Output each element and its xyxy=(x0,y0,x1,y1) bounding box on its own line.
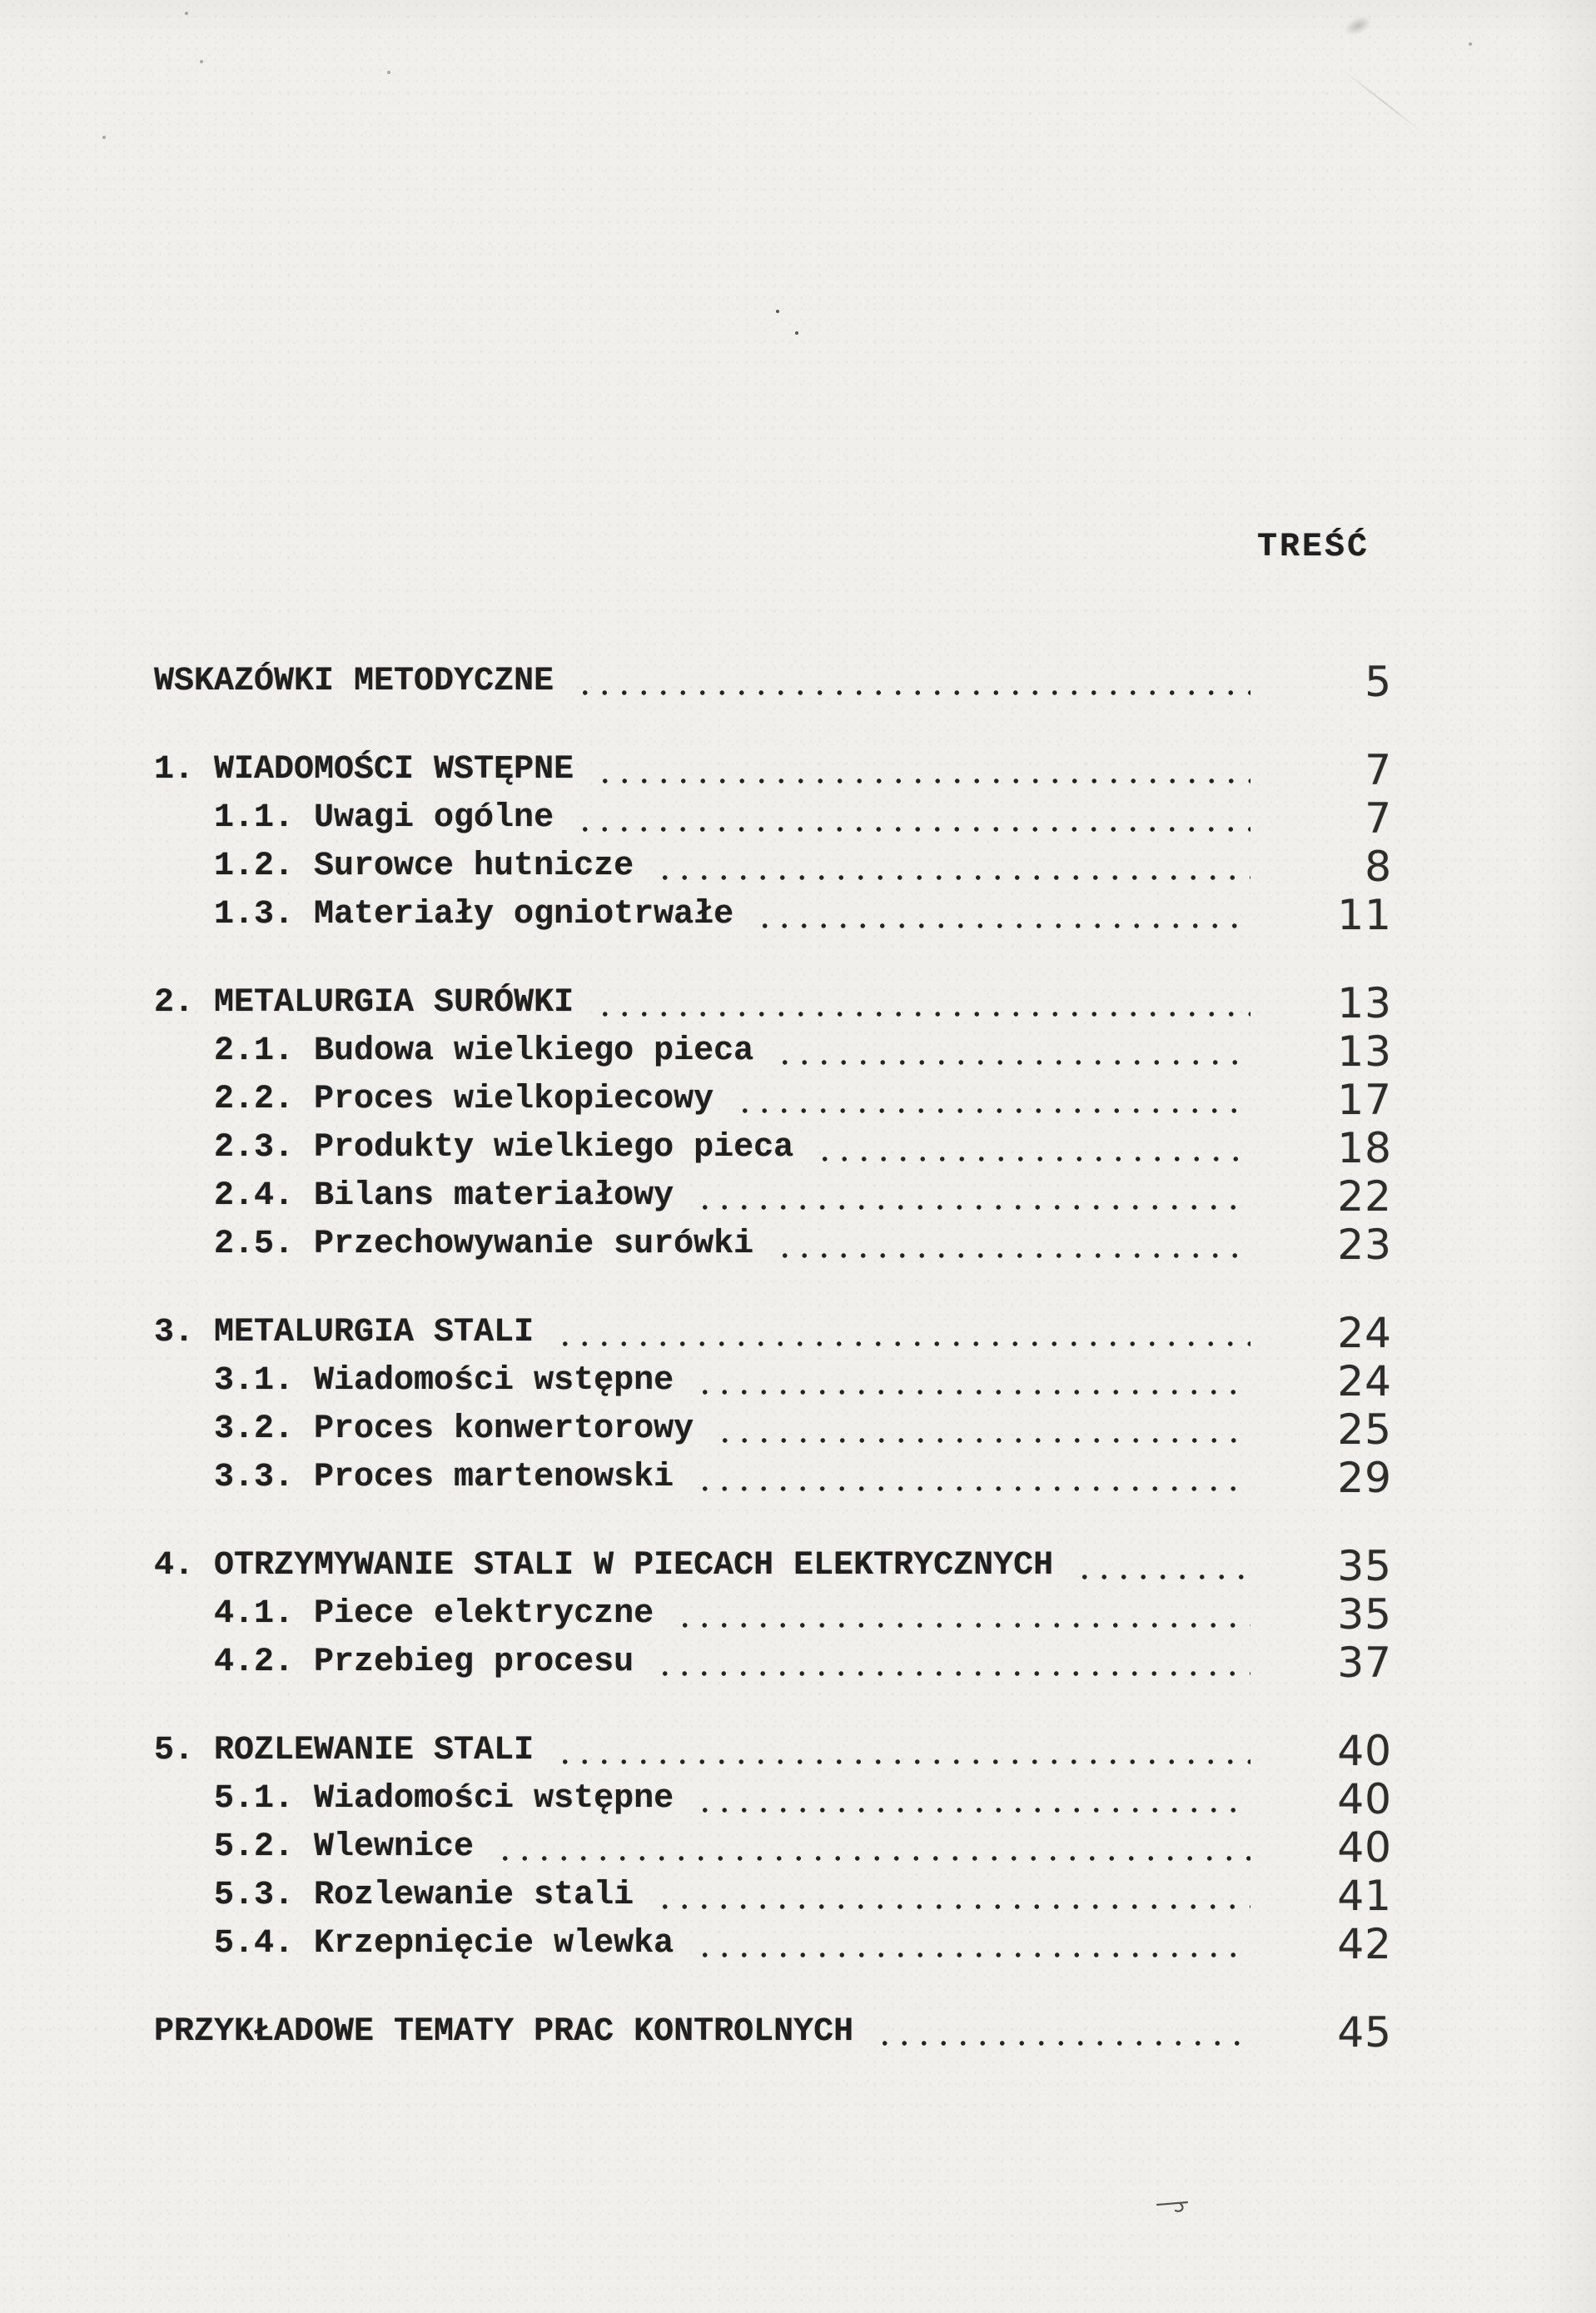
toc-entry-page: 45 xyxy=(1337,2008,1392,2057)
dot-leader xyxy=(695,1357,1250,1405)
dot-leader xyxy=(555,1727,1250,1775)
dot-leader xyxy=(675,1590,1250,1639)
scan-speck xyxy=(200,60,203,63)
toc-row xyxy=(0,1124,1596,1172)
toc-entry-label: 3.3. Proces martenowski xyxy=(214,1459,674,1496)
toc-row xyxy=(0,1221,1596,1269)
toc-row xyxy=(0,2008,1596,2057)
scan-speck xyxy=(1469,42,1472,46)
toc-list xyxy=(0,658,1596,2057)
toc-entry-page: 25 xyxy=(1337,1405,1392,1454)
toc-row xyxy=(0,1309,1596,1357)
scan-smudge xyxy=(1336,7,1380,43)
toc-entry-page: 35 xyxy=(1337,1590,1392,1639)
toc-row xyxy=(0,1872,1596,1920)
dot-leader xyxy=(735,1076,1250,1124)
dot-leader xyxy=(775,1221,1250,1269)
dot-leader xyxy=(695,1172,1250,1221)
toc-row xyxy=(0,1454,1596,1502)
toc-entry-label: 5.1. Wiadomości wstępne xyxy=(214,1780,674,1818)
toc-entry-page: 18 xyxy=(1337,1124,1392,1172)
toc-entry-label: 2.3. Produkty wielkiego pieca xyxy=(214,1129,794,1166)
dot-leader xyxy=(775,1027,1250,1076)
dot-leader xyxy=(755,891,1250,939)
scan-speck xyxy=(387,71,390,74)
toc-entry-label: 1.3. Materiały ogniotrwałe xyxy=(214,896,734,933)
toc-entry-label: 1.1. Uwagi ogólne xyxy=(214,799,554,837)
toc-entry-label: 4. OTRZYMYWANIE STALI W PIECACH ELEKTRYCZNYCH xyxy=(154,1547,1054,1584)
dot-leader xyxy=(715,1405,1250,1454)
toc-entry-page: 13 xyxy=(1337,1027,1392,1076)
dot-leader xyxy=(815,1124,1250,1172)
toc-section xyxy=(0,979,1596,1269)
toc-entry-label: 1. WIADOMOŚCI WSTĘPNE xyxy=(154,751,574,788)
toc-entry-label: 2. METALURGIA SURÓWKI xyxy=(154,984,574,1022)
toc-row xyxy=(0,658,1596,706)
toc-entry-label: 5.3. Rozlewanie stali xyxy=(214,1877,634,1914)
toc-entry-page: 5 xyxy=(1365,658,1392,706)
toc-entry-page: 13 xyxy=(1337,979,1392,1027)
dot-leader xyxy=(695,1920,1250,1968)
toc-row xyxy=(0,794,1596,843)
pencil-mark xyxy=(1156,2195,1197,2222)
toc-entry-page: 8 xyxy=(1365,843,1392,891)
scan-speck xyxy=(102,136,106,139)
dot-leader xyxy=(655,1639,1250,1687)
toc-row xyxy=(0,1027,1596,1076)
toc-entry-label: PRZYKŁADOWE TEMATY PRAC KONTROLNYCH xyxy=(154,2013,854,2051)
toc-entry-label: WSKAZÓWKI METODYCZNE xyxy=(154,663,554,700)
toc-row xyxy=(0,891,1596,939)
toc-section xyxy=(0,746,1596,939)
toc-entry-page: 24 xyxy=(1337,1309,1392,1357)
toc-entry-page: 29 xyxy=(1337,1454,1392,1502)
toc-entry-page: 17 xyxy=(1337,1076,1392,1124)
toc-row xyxy=(0,1590,1596,1639)
scan-speck xyxy=(185,12,188,15)
toc-row xyxy=(0,1823,1596,1872)
toc-section xyxy=(0,1309,1596,1502)
page-title: TREŚĆ xyxy=(1256,529,1370,566)
dot-leader xyxy=(1075,1542,1250,1590)
toc-section xyxy=(0,2008,1596,2057)
toc-entry-page: 37 xyxy=(1337,1639,1392,1687)
toc-section xyxy=(0,1542,1596,1687)
toc-entry-label: 2.4. Bilans materiałowy xyxy=(214,1177,674,1215)
toc-entry-page: 23 xyxy=(1337,1221,1392,1269)
toc-entry-page: 22 xyxy=(1337,1172,1392,1221)
toc-row xyxy=(0,1775,1596,1823)
dot-leader xyxy=(575,794,1250,843)
toc-entry-label: 3. METALURGIA STALI xyxy=(154,1314,534,1351)
toc-entry-label: 5.4. Krzepnięcie wlewka xyxy=(214,1925,674,1962)
toc-entry-label: 4.2. Przebieg procesu xyxy=(214,1644,634,1681)
toc-entry-page: 42 xyxy=(1337,1920,1392,1968)
scan-crease xyxy=(1342,69,1422,132)
toc-entry-page: 35 xyxy=(1337,1542,1392,1590)
toc-entry-label: 5. ROZLEWANIE STALI xyxy=(154,1732,534,1769)
toc-entry-page: 41 xyxy=(1337,1872,1392,1920)
toc-entry-label: 3.2. Proces konwertorowy xyxy=(214,1410,694,1448)
dot-leader xyxy=(655,843,1250,891)
toc-entry-label: 4.1. Piece elektryczne xyxy=(214,1595,654,1633)
toc-entry-page: 7 xyxy=(1365,794,1392,843)
toc-entry-page: 7 xyxy=(1365,746,1392,794)
scan-speck xyxy=(795,331,798,335)
toc-entry-page: 40 xyxy=(1337,1823,1392,1872)
toc-row xyxy=(0,979,1596,1027)
toc-row xyxy=(0,1076,1596,1124)
toc-entry-label: 2.1. Budowa wielkiego pieca xyxy=(214,1032,754,1070)
toc-row xyxy=(0,746,1596,794)
toc-row xyxy=(0,1405,1596,1454)
toc-row xyxy=(0,1727,1596,1775)
toc-section xyxy=(0,658,1596,706)
scan-speck xyxy=(776,310,779,313)
toc-row xyxy=(0,1920,1596,1968)
toc-entry-page: 24 xyxy=(1337,1357,1392,1405)
toc-row xyxy=(0,1542,1596,1590)
dot-leader xyxy=(655,1872,1250,1920)
toc-entry-label: 2.5. Przechowywanie surówki xyxy=(214,1226,754,1263)
dot-leader xyxy=(575,658,1250,706)
toc-entry-page: 40 xyxy=(1337,1727,1392,1775)
toc-entry-label: 3.1. Wiadomości wstępne xyxy=(214,1362,674,1400)
toc-entry-label: 1.2. Surowce hutnicze xyxy=(214,848,634,885)
dot-leader xyxy=(595,979,1250,1027)
toc-entry-label: 2.2. Proces wielkopiecowy xyxy=(214,1081,714,1118)
toc-row xyxy=(0,1639,1596,1687)
toc-row xyxy=(0,1357,1596,1405)
dot-leader xyxy=(695,1454,1250,1502)
dot-leader xyxy=(555,1309,1250,1357)
toc-section xyxy=(0,1727,1596,1968)
toc-row xyxy=(0,1172,1596,1221)
dot-leader xyxy=(595,746,1250,794)
toc-row xyxy=(0,843,1596,891)
dot-leader xyxy=(695,1775,1250,1823)
dot-leader xyxy=(495,1823,1250,1872)
toc-entry-page: 11 xyxy=(1337,891,1392,939)
toc-entry-page: 40 xyxy=(1337,1775,1392,1823)
toc-entry-label: 5.2. Wlewnice xyxy=(214,1828,475,1866)
dot-leader xyxy=(875,2008,1250,2057)
